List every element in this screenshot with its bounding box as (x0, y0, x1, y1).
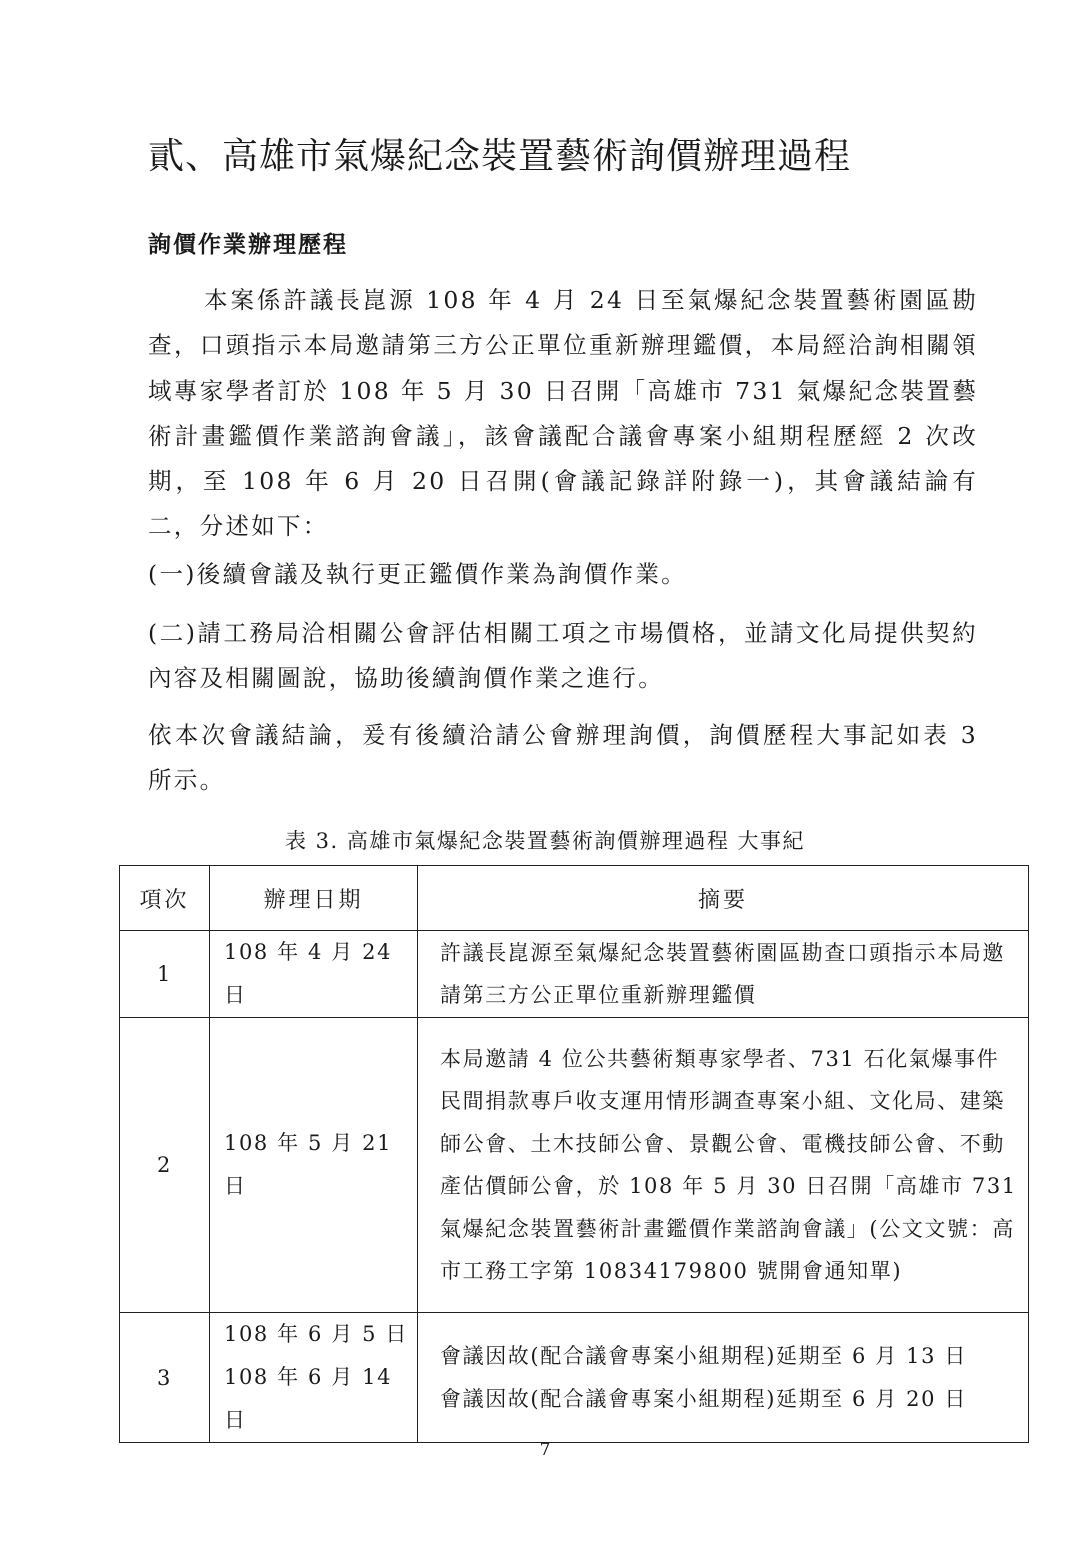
row-summary-second: 會議因故(配合議會專案小組期程)延期至 6 月 20 日 (440, 1386, 967, 1411)
intro-paragraph: 本案係許議長崑源 108 年 4 月 24 日至氣爆紀念裝置藝術園區勘查，口頭指示本局邀請第三方公正單位重新辦理鑑價，本局經洽詢相關領域專家學者訂於 108 年 5 月 30 日召開「高雄市 731 氣爆紀念裝置藝術計畫鑑價作業諮詢會議」，該會議配合議會專案小組期程歷經 2 次改期，至 108 年 6 月 20 日召開(會議記錄詳附錄一)，其會議結論有二，分述如下： (148, 286, 978, 541)
closing-paragraph: 依本次會議結論，爰有後續洽請公會辦理詢價，詢價歷程大事記如表 3 所示。 (148, 721, 978, 795)
table-header-row (120, 866, 1029, 931)
row-date-first: 108 年 6 月 5 日 (224, 1322, 408, 1346)
header-summary: 摘要 (418, 866, 1029, 931)
row-dates (210, 1313, 418, 1443)
table-row (120, 1018, 1029, 1313)
conclusion-item-2: (二)請工務局洽相關公會評估相關工項之市場價格，並請文化局提供契約內容及相關圖說，協助後續詢價作業之進行。 (148, 619, 978, 693)
conclusion-item-1: (一)後續會議及執行更正鑑價作業為詢價作業。 (148, 560, 687, 588)
row-summary-first: 會議因故(配合議會專案小組期程)延期至 6 月 13 日 (440, 1344, 967, 1368)
row-index: 2 (120, 1018, 210, 1313)
header-date: 辦理日期 (210, 866, 418, 931)
row-date: 108 年 5 月 21 日 (210, 1018, 418, 1313)
row-date: 108 年 4 月 24 日 (210, 931, 418, 1018)
table-caption: 表 3. 高雄市氣爆紀念裝置藝術詢價辦理過程 大事紀 (284, 829, 806, 853)
row-date-second: 108 年 6 月 14 日 (224, 1365, 393, 1432)
row-index: 1 (120, 931, 210, 1018)
events-table (119, 865, 1029, 1443)
row-index: 3 (120, 1313, 210, 1443)
table-row (120, 931, 1029, 1018)
section-heading: 詢價作業辦理歷程 (148, 231, 348, 258)
row-summaries (418, 1313, 1029, 1443)
page-number: 7 (539, 1440, 551, 1460)
page-title: 貳、高雄市氣爆紀念裝置藝術詢價辦理過程 (148, 136, 852, 177)
table-row (120, 1313, 1029, 1443)
row-summary: 許議長崑源至氣爆紀念裝置藝術園區勘查口頭指示本局邀請第三方公正單位重新辦理鑑價 (418, 931, 1029, 1018)
header-index: 項次 (120, 866, 210, 931)
row-summary: 本局邀請 4 位公共藝術類專家學者、731 石化氣爆事件民間捐款專戶收支運用情形調查專案小組、文化局、建築師公會、土木技師公會、景觀公會、電機技師公會、不動產估價師公會，於 108 年 5 月 30 日召開「高雄市 731 氣爆紀念裝置藝術計畫鑑價作業諮詢會議」(公文文號：高市工務工字第 10834179800 號開會通知單) (418, 1018, 1029, 1313)
